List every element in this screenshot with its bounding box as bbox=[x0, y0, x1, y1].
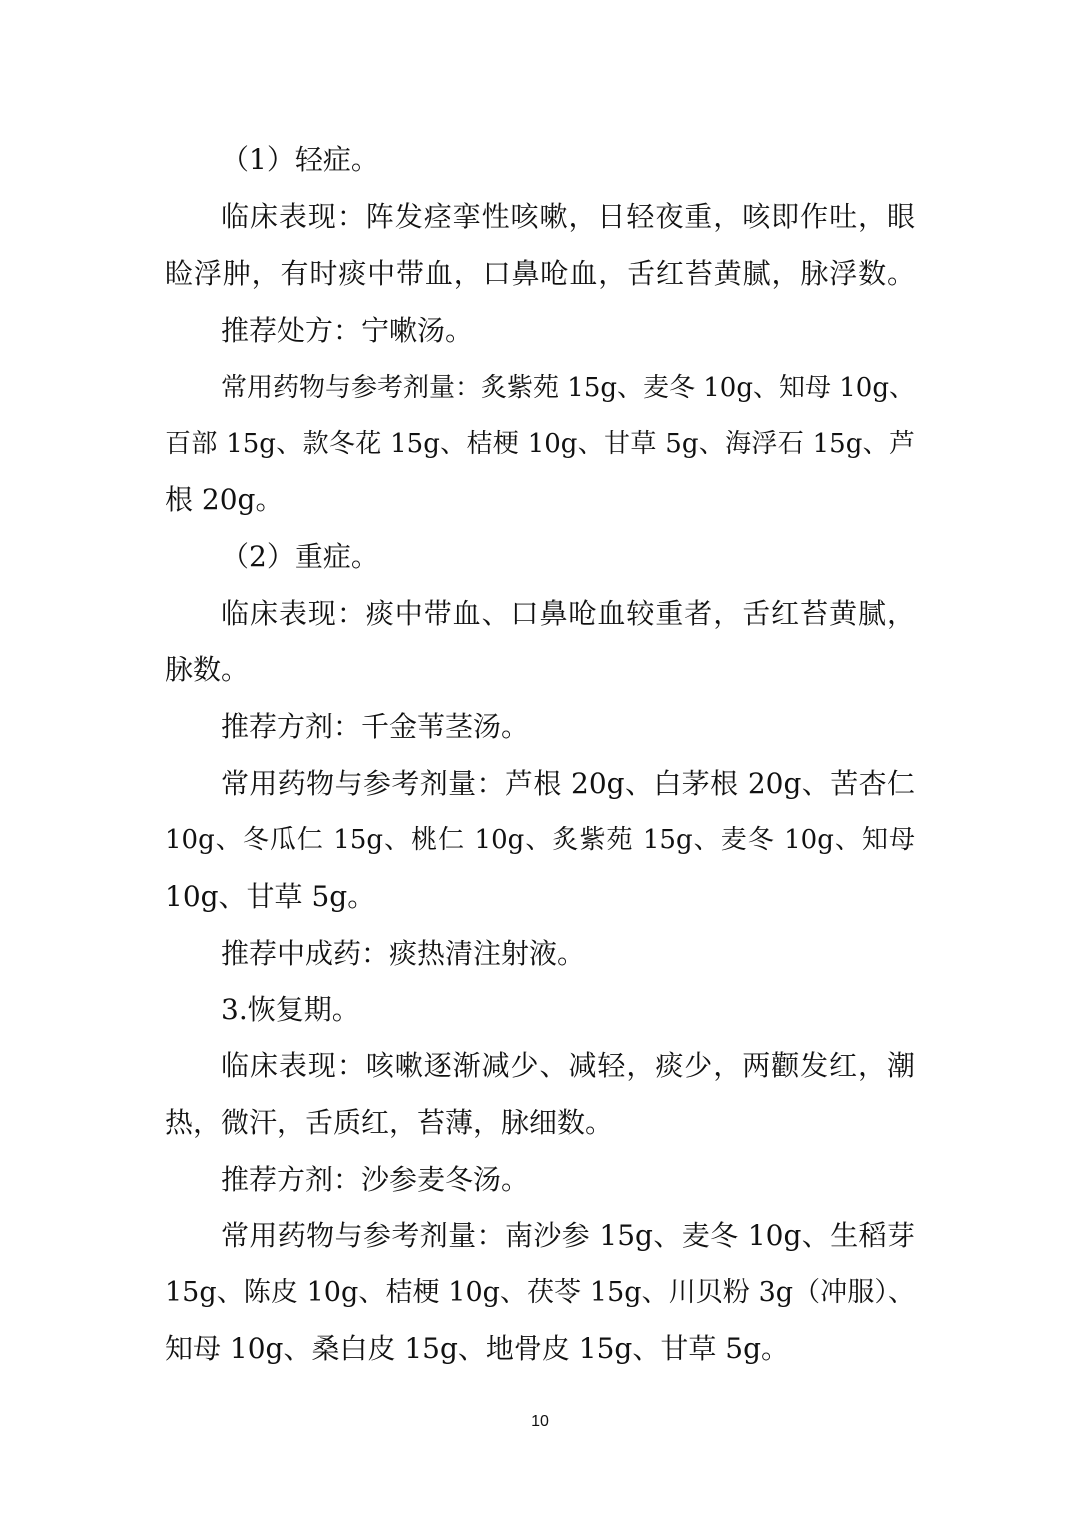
clinical-manifestation-severe-line-1: 临床表现：痰中带血、口鼻呛血较重者，舌红苔黄腻， bbox=[221, 597, 915, 630]
section-heading-mild: （1）轻症。 bbox=[221, 143, 379, 176]
clinical-manifestation-severe-line-2: 脉数。 bbox=[165, 653, 250, 686]
drug-dosage-severe-line-2: 10g、冬瓜仁 15g、桃仁 10g、炙紫苑 15g、麦冬 10g、知母 bbox=[165, 825, 915, 855]
page-number: 10 bbox=[531, 1413, 549, 1430]
clinical-manifestation-recovery-line-1: 临床表现：咳嗽逐渐减少、减轻，痰少，两颧发红，潮 bbox=[221, 1049, 915, 1082]
clinical-manifestation-mild-line-2: 睑浮肿，有时痰中带血，口鼻呛血，舌红苔黄腻，脉浮数。 bbox=[165, 257, 915, 290]
drug-dosage-severe-line-3: 10g、甘草 5g。 bbox=[165, 880, 376, 913]
drug-dosage-recovery-line-2: 15g、陈皮 10g、桔梗 10g、茯苓 15g、川贝粉 3g（冲服）、 bbox=[165, 1277, 915, 1308]
drug-dosage-mild-line-3: 根 20g。 bbox=[165, 483, 284, 516]
clinical-manifestation-recovery-line-2: 热，微汗，舌质红，苔薄，脉细数。 bbox=[165, 1106, 614, 1139]
recommended-prescription-severe: 推荐方剂：千金苇茎汤。 bbox=[221, 710, 530, 743]
section-heading-severe: （2）重症。 bbox=[221, 540, 379, 573]
section-heading-recovery: 3.恢复期。 bbox=[221, 993, 360, 1026]
drug-dosage-recovery-line-3: 知母 10g、桑白皮 15g、地骨皮 15g、甘草 5g。 bbox=[165, 1332, 789, 1365]
recommended-patent-medicine-severe: 推荐中成药：痰热清注射液。 bbox=[221, 937, 586, 970]
drug-dosage-mild-line-1: 常用药物与参考剂量：炙紫苑 15g、麦冬 10g、知母 10g、 bbox=[221, 373, 915, 403]
clinical-manifestation-mild-line-1: 临床表现：阵发痉挛性咳嗽，日轻夜重，咳即作吐，眼 bbox=[221, 200, 915, 233]
recommended-prescription-recovery: 推荐方剂：沙参麦冬汤。 bbox=[221, 1163, 530, 1196]
drug-dosage-recovery-line-1: 常用药物与参考剂量：南沙参 15g、麦冬 10g、生稻芽 bbox=[221, 1219, 915, 1252]
drug-dosage-severe-line-1: 常用药物与参考剂量：芦根 20g、白茅根 20g、苦杏仁 bbox=[221, 767, 915, 800]
drug-dosage-mild-line-2: 百部 15g、款冬花 15g、桔梗 10g、甘草 5g、海浮石 15g、芦 bbox=[165, 429, 915, 459]
recommended-prescription-mild: 推荐处方：宁嗽汤。 bbox=[221, 314, 474, 347]
